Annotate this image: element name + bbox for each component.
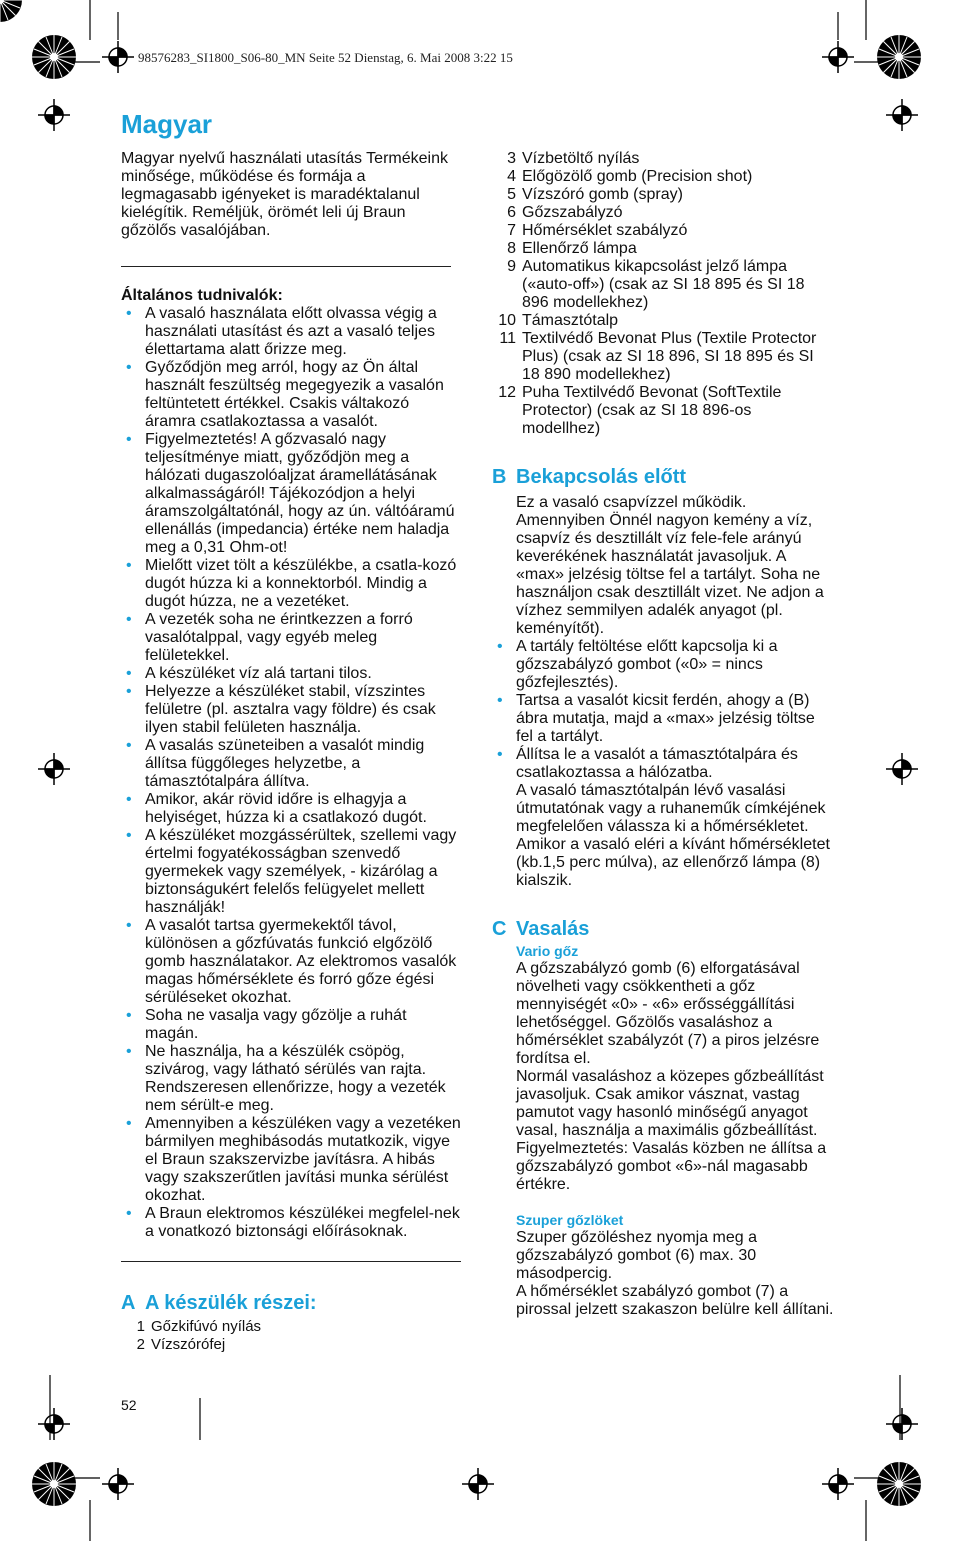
bullet-item: • Amikor, akár rövid időre is elhagyja a helyiséget, húzza ki a csatlakozó dugót. [121,791,463,827]
bullet-item: • A tartály feltöltése előtt kapcsolja ki a gőzszabályzó gombot («0» = nincs gőzfejlesztés). [492,638,834,692]
vario-steam-heading: Vario gőz [516,943,579,959]
section-c-title: Vasalás [516,918,590,940]
bullet-item: • A készüléket víz alá tartani tilos. [121,665,463,683]
part-label: Vízszóró gomb (spray) [522,186,683,203]
section-b-paragraph: A vasaló támasztótalpán lévő vasalási útmutatónak vagy a ruhaneműk címkéjének megfelelően válassza ki a hőmérsékletet. [516,782,826,835]
print-header: 98576283_SI1800_S06-80_MN Seite 52 Dienstag, 6. Mai 2008 3:22 15 [138,50,513,65]
part-number: 2 [136,1336,145,1353]
part-item [492,150,834,168]
bullet-item: • Tartsa a vasalót kicsit ferdén, ahogy a (B) ábra mutatja, majd a «max» jelzésig töltse fel a tartályt. [492,692,834,746]
section-b-title: Bekapcsolás előtt [516,466,687,488]
part-label: Gőzkifúvó nyílás [151,1318,262,1335]
right-column [492,150,834,1319]
bullet-item: • Ne használja, ha a készülék csöpög, szivárog, vagy látható sérülés van rajta. Rendszeresen ellenőrizze, hogy a vezeték nem sérült-e meg. [121,1043,463,1115]
page-title: Magyar [121,109,213,139]
section-b-paragraph: Amikor a vasaló eléri a kívánt hőmérsékletet (kb.1,5 perc múlva), az ellenőrző lámpa (8) kialszik. [516,836,830,889]
left-column [121,150,463,1354]
part-item [492,384,834,438]
bullet-item: • A vasaló használata előtt olvassa végig a használati utasítást és azt a vasaló teljes élettartama alatt őrizze meg. [121,305,463,359]
super-steam-heading: Szuper gőzlöket [516,1212,624,1228]
section-b-bullet-list [492,638,834,782]
super-steam-paragraph: Szuper gőzöléshez nyomja meg a gőzszabályzó gombot (6) max. 30 másodpercig. [516,1229,758,1282]
part-item [492,258,834,312]
part-item [492,222,834,240]
general-heading: Általános tudnivalók: [121,287,283,304]
part-label: Puha Textilvédő Bevonat (SoftTextile Protector) (csak az SI 18 896-os modellhez) [522,384,782,437]
bullet-item: • A vasalás szüneteiben a vasalót mindig állítsa függőleges helyzetbe, a támasztótalpára állítva. [121,737,463,791]
section-b-heading [492,466,834,488]
bullet-item: • Mielőtt vizet tölt a készülékbe, a csatla-kozó dugót húzza ki a konnektorból. Mindig a dugót húzza, ne a vezetéket. [121,557,463,611]
part-number: 1 [136,1318,145,1335]
part-item [121,1336,463,1354]
part-label: Előgözölő gomb (Precision shot) [522,168,753,185]
bullet-item: • Soha ne vasalja vagy gőzölje a ruhát magán. [121,1007,463,1043]
vario-steam-paragraph: Normál vasaláshoz a közepes gőzbeállítást javasoljuk. Csak amikor vásznat, vastag pamutot vagy hasonló minőségű anyagot vasal, használja a maximális gőzbeállítást. [516,1068,824,1139]
part-label: Ellenőrző lámpa [522,240,637,257]
part-number: 8 [507,240,516,257]
super-steam-paragraph: A hőmérséklet szabályzó gombot (7) a pirossal jelzett szakaszon belülre kell állítani. [516,1283,834,1318]
page-number: 52 [121,1397,137,1413]
general-bullet-list [121,305,463,1241]
section-a-heading [121,1292,463,1314]
section-b-letter: B [492,466,507,488]
divider [121,1261,461,1262]
part-number: 9 [507,258,516,275]
part-number: 10 [498,312,516,329]
bullet-item: • Amennyiben a készüléken vagy a vezetéken bármilyen meghibásodás mutatkozik, vigye el Braun szakszervizbe javításra. A hibás vagy szakszerűtlen javítási munka sérülést okozhat. [121,1115,463,1205]
section-a-letter: A [121,1292,136,1314]
part-label: Támasztótalp [522,312,619,329]
section-c-letter: C [492,918,507,940]
part-item [492,186,834,204]
vario-steam-paragraph: Figyelmeztetés: Vasalás közben ne állítsa a gőzszabályzó gombot «6»-nál magasabb értékre. [516,1140,827,1193]
part-item [121,1318,463,1336]
part-number: 12 [498,384,516,401]
intro-paragraph: Magyar nyelvű használati utasítás Termékeink minősége, működése és formája a legmagasabb igényeket is maradéktalanul kielégítik. Reméljük, örömét leli új Braun gőzölős vasalójában. [121,150,448,239]
parts-list [121,1318,463,1354]
part-number: 4 [507,168,516,185]
part-item [492,204,834,222]
section-b-intro: Ez a vasaló csapvízzel működik. Amennyiben Önnél nagyon kemény a víz, csapvíz és desztillált víz fele-fele arányú keverékének használatát javasoljuk. A «max» jelzésig töltse fel a tartályt. Soha ne használjon csak desztillált vizet. Ne adjon a vízhez semmilyen adalék anyagot (pl. keményítőt). [516,494,824,637]
part-label: Textilvédő Bevonat Plus (Textile Protector Plus) (csak az SI 18 896, SI 18 895 és SI 18 890 modellekhez) [522,330,817,383]
part-item [492,168,834,186]
bullet-item: • Figyelmeztetés! A gőzvasaló nagy teljesítménye miatt, győződjön meg a hálózati dugaszolóaljzat áramellátásának alkalmasságáról! Tájékozódjon a helyi áramszolgáltatónál, hogy az ún. váltóáramú ellenállás (impedancia) értéke nem haladja meg a 0,31 Ohm-ot! [121,431,463,557]
bullet-item: • A Braun elektromos készülékei megfelel-nek a vonatkozó biztonsági előírásoknak. [121,1205,463,1241]
part-label: Vízbetöltő nyílás [522,150,640,167]
bullet-item: • Győződjön meg arról, hogy az Ön által használt feszültség megegyezik a vasalón feltüntetett értékkel. Csakis váltakozó áramra csatlakoztassa a vasalót. [121,359,463,431]
section-c-heading [492,918,834,940]
part-number: 5 [507,186,516,203]
part-label: Vízszórófej [151,1336,226,1353]
bullet-item: • A vezeték soha ne érintkezzen a forró vasalótalppal, vagy egyéb meleg felületekkel. [121,611,463,665]
part-number: 6 [507,204,516,221]
bullet-item: • A vasalót tartsa gyermekektől távol, különösen a gőzfúvatás funkció elgőzölő gomb használatakor. Az elektromos vasalók magas hőmérséklete és forró gőze égési sérüléseket okozhat. [121,917,463,1007]
bullet-item: • Helyezze a készüléket stabil, vízszintes felületre (pl. asztalra vagy földre) és csak ilyen stabil felületen használja. [121,683,463,737]
part-item [492,312,834,330]
bullet-item: • A készüléket mozgássérültek, szellemi vagy értelmi fogyatékosságban szenvedő gyermekek vagy személyek, - kizárólag a biztonságukért felelős felügyelet mellett használják! [121,827,463,917]
part-label: Hőmérséklet szabályzó [522,222,688,239]
vario-steam-paragraph: A gőzszabályzó gomb (6) elforgatásával növelheti vagy csökkentheti a gőz mennyiségét «0» - «6» erősséggállítási lehetőséggel. Gőzölős vasaláshoz a hőmérséklet szabályzót (7) a piros jelzésre fordítsa el. [516,960,820,1067]
bullet-item: • Állítsa le a vasalót a támasztótalpára és csatlakoztassa a hálózatba. [492,746,834,782]
part-number: 11 [499,330,516,347]
divider [121,266,451,267]
part-item [492,240,834,258]
section-a-title: A készülék részei: [145,1292,317,1314]
part-number: 7 [507,222,516,239]
parts-list-continued [492,150,834,438]
part-item [492,330,834,384]
part-label: Automatikus kikapcsolást jelző lámpa («auto-off») (csak az SI 18 895 és SI 18 896 modellekhez) [522,258,805,311]
part-number: 3 [507,150,516,167]
part-label: Gőzszabályzó [522,204,623,221]
